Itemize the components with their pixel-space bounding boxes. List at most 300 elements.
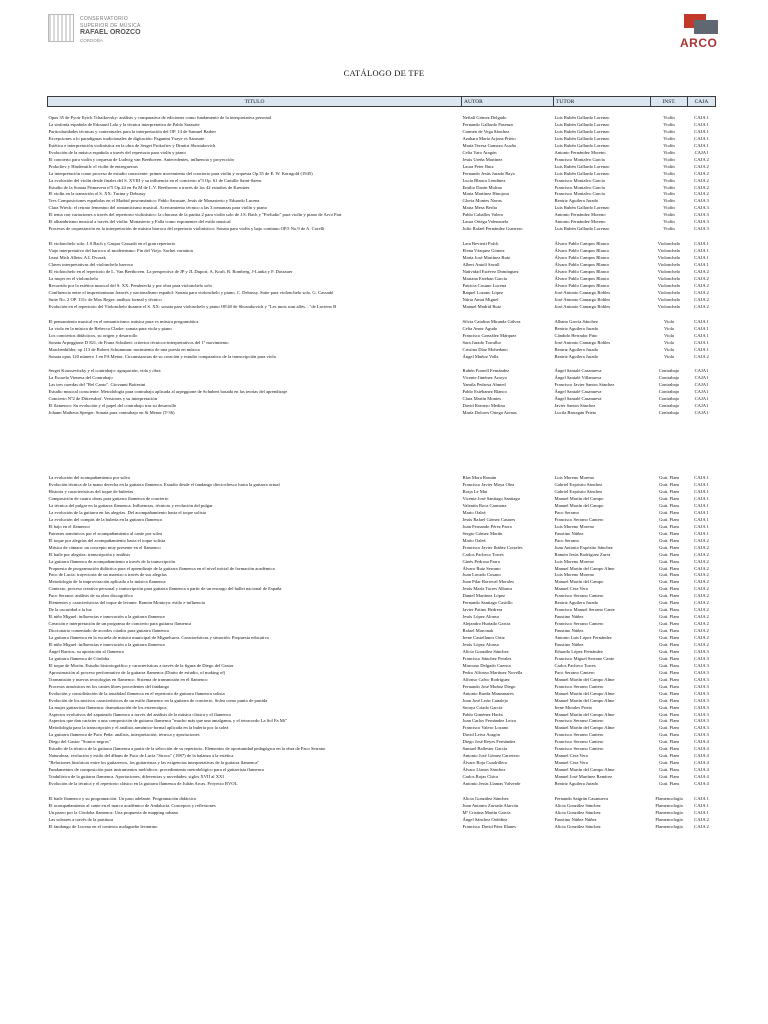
cell-instrument: Guit. Flam [659,711,679,717]
cell-author: Rubén Fornell Fernández [462,368,510,374]
table-row [48,810,716,817]
cell-box: CAJA 1 [694,346,709,352]
column-header-box: CAJA [688,97,716,107]
cell-title: Evolución de la técnica y el repertorio clásico en la guitarra flamenca de Julián Arcas. Proyecto BVOL [48,781,238,787]
cell-title: Estudio musical consciente. Metodología para contrabajo aplicada al arpeggione de Schubert basada en las teorías del aprendizaje [48,389,288,395]
cell-tutor: Eduardo López Fernández [554,648,603,654]
cell-box: CAJA 3 [694,226,709,232]
cell-title: Paco de Lucía: trayectoria de un maestro a través de sus alegrías [48,572,167,578]
cell-box: CAJA 2 [694,184,709,190]
cell-title: La Escuela Vienesa del Contrabajo [48,375,113,381]
cell-tutor: Álvaro Pablo Campos Blanco [554,282,610,288]
cell-author: Fernando José Muñoz Diego [462,683,516,689]
cell-tutor: Luis Rubén Gallardo Lorenzo [554,115,610,120]
cell-author: Javier Patino Hedrera [462,607,503,613]
cell-box: CAJA 2 [694,823,709,829]
cell-author: María José Martínez Ruiz [462,255,511,261]
cell-box: CAJA 1 [694,495,709,501]
cell-tutor: Luis Rubén Gallardo Lorenzo [554,142,610,148]
cell-instrument: Guit. Flam [659,655,679,661]
table-row [48,559,716,566]
cell-instrument: Guit. Flam [659,621,679,627]
cell-author: Marta Martínez Hinojosa [462,191,509,197]
cell-instrument: Guit. Flam [659,704,679,710]
cell-box: CAJA 3 [694,662,709,668]
cell-instrument: Contrabajo [658,368,680,374]
cell-author: Álvaro Llanos Sánchez [462,767,506,773]
cell-tutor: Luis Rubén Gallardo Lorenzo [554,121,610,127]
cell-author: Alfonso Calvo Rodríguez [462,676,510,682]
group-spacer [48,417,716,475]
cell-tutor: Manuel Martín del Campo [554,502,604,508]
table-row [48,297,716,304]
cell-author: Patricia Cosano Lucena [462,282,507,288]
cell-box: CAJA 1 [694,809,709,815]
cell-instrument: Guit. Flam [659,516,679,522]
group-spacer-cell [48,360,716,368]
cell-instrument: Guit. Flam [659,753,679,759]
cell-tutor: Gabriel Expósito Sánchez [554,482,603,488]
cell-title: Recorrido por la estética musical del S. XX: Penderecki y por obra para violonchelo solo [48,282,212,288]
cell-tutor: Ángel Santalé Casanueva [554,389,602,395]
cell-tutor: Manuel Martín del Campo Alme [554,725,615,731]
table-row [48,628,716,635]
table-row [48,691,716,698]
cell-box: CAJA 2 [694,565,709,571]
cell-tutor: Manuel Martín del Campo Alme [554,697,615,703]
table-row [48,410,716,417]
cell-box: CAJA 3 [694,219,709,225]
cell-tutor: Álvaro Pablo Campos Blanco [554,269,610,275]
cell-instrument: Violín [663,177,675,183]
cell-title: El alhambrismo musical a través del violín: Monasterio y Falla como exponentes del estilo musical [48,219,231,225]
cell-instrument: Violín [663,226,675,232]
cell-title: Historia y características del toque de bulerías [48,489,134,495]
cell-box: CAJA 1 [694,135,709,141]
table-row [48,739,716,746]
cell-title: El fandango de Lucena en el contexto malagueño levantino [48,823,158,829]
cell-author: Alicia González Sánchez [462,796,509,802]
cell-box: CAJA 2 [694,275,709,281]
cell-tutor: Paco Serrano [554,509,579,515]
cell-title: Creación e interpretación de un programa de concierto para guitarra flamenca [48,621,192,627]
table-row [48,746,716,753]
cell-instrument: Guit. Flam [659,544,679,550]
cell-author: Elena Vázquez Gómez [462,248,505,254]
cell-title: Un paseo por la Córdoba flamenca: Una propuesta de mapping urbano [48,809,179,815]
cell-box: CAJA 3 [694,718,709,724]
cell-tutor: Faustino Núñez [554,628,584,634]
cell-box: CAJA 2 [694,551,709,557]
cell-instrument: Violín [663,184,675,190]
cell-author: Samuel Ballester García [462,746,508,752]
cell-instrument: Flamencología [655,809,683,815]
cell-author: Pedro Alfonso Martínez Novella [462,669,523,675]
cell-box: CAJA 2 [694,635,709,641]
table-row [48,198,716,205]
cell-title: Least Mich Allein. A.L Dvorak [48,255,106,261]
arco-logo-grey-block-icon [694,20,718,34]
cell-title: El niño Miguel: influencias e innovación a la guitarra flamenca [48,642,165,647]
table-row [48,517,716,524]
cell-tutor: Lucila Barragán Prieto [554,410,597,416]
cell-tutor: Antonio Luis López Fernández [554,635,612,641]
cell-author: Juan José León Canalejo [462,697,509,703]
cell-title: La evolución de la guitarra en las alegrías. Del acompañamiento hasta el toque solista [48,509,206,515]
cell-title: El violín en la transición al S. XX: Turina y Debussy [48,191,146,197]
cell-author: Lucía Blanco Lendínez [462,177,506,183]
cell-title: Fundamentos de composición para instrumentos melódicos: procedimiento metodológico para el guitarrista flamenco [48,767,265,773]
table-row [48,368,716,375]
cell-title: Estudio de la técnica de la guitarra flamenca a partir de la selección de su repertorio. Elementos de oportunidad pedagógica en la obra de Paco Serrano [48,746,326,752]
cell-instrument: Guit. Flam [659,475,679,481]
cell-instrument: Violonchelo [657,303,681,309]
cell-instrument: Guit. Flam [659,502,679,508]
cell-title: Las tres cuerdas del "Bel Canto". Giovanni Bottesini [48,382,146,388]
cell-instrument: Viola [664,325,674,331]
cell-box: CAJA 3 [694,725,709,731]
cell-title: Aspectos que dan carácter a una composición de guitarra flamenca "mucho más que una amalgama, y el tetracordo La Sol Fa Mi" [48,718,287,724]
cell-title: El niño Miguel: influencias e innovación a la guitarra flamenca [48,614,165,620]
cell-instrument: Violín [663,128,675,134]
cell-box: CAJA 2 [694,816,709,822]
cell-instrument: Viola [664,332,674,338]
cell-box: CAJA 3 [694,212,709,218]
cell-tutor: Francisco Montalvo García [554,184,605,190]
cell-author: Juan Lavado Cosano [462,572,501,578]
cell-tutor: Juan Antonio Expósito Sánchez [554,544,613,550]
cell-box: CAJA 2 [694,163,709,169]
cell-instrument: Violonchelo [657,241,681,247]
cell-box: CAJA 1 [694,121,709,127]
cell-instrument: Guit. Flam [659,767,679,773]
group-spacer [48,107,716,116]
cell-title: Aproximación al proceso performativo de la guitarra flamenca (Diario de estudio, of making of) [48,669,226,675]
table-row [48,684,716,691]
cell-author: Diego José Reyes Fernández [462,739,516,745]
cell-box: CAJA 3 [694,697,709,703]
column-header-instrument: INST. [651,97,688,107]
cell-box: CAJA1 [694,368,709,374]
cell-title: El flamenco: Su evolución y el papel del contrabajo tras su desarrollo [48,403,177,409]
cell-instrument: Violín [663,212,675,218]
conservatory-logo [48,14,168,44]
table-row [48,340,716,347]
cell-instrument: Guit. Flam [659,676,679,682]
column-header-tutor: TUTOR [554,97,651,107]
cell-tutor: Francisco Serrano Cantero [554,732,604,738]
group-spacer [48,233,716,241]
cell-tutor: Alicia González Sánchez [554,809,601,815]
cell-tutor: Beatriz Aguilera Jurado [554,353,599,359]
table-row [48,579,716,586]
table-row [48,333,716,340]
cell-title: Tradulórica de la guitarra flamenca. Aportaciones, diferencias y novedades: siglos XVII al XXI [48,774,224,780]
cell-title: El concierto para violín y orquesta de Ludwig van Beethoven. Antecedentes, influencia y proyección [48,156,234,162]
cell-tutor: Alicia González Sánchez [554,802,601,808]
group-spacer-cell [48,788,716,796]
cell-instrument: Guit. Flam [659,614,679,620]
table-row [48,524,716,531]
cell-tutor: Luis Rubén Gallardo Lorenzo [554,170,610,176]
cell-box: CAJA 1 [694,241,709,247]
table-row [48,705,716,712]
cell-title: Suite No. 2 OP. 131c de Max Reger: análisis formal y técnico [48,296,162,302]
table-row [48,396,716,403]
table-row [48,725,716,732]
cell-instrument: Contrabajo [658,375,680,381]
cell-author: Vicente José Santiago Santiago [462,495,521,501]
cell-title: El violonchelo en el repertorio de L. Van Beethoven. La perspectiva de JP y JL Duport, A. Kraft, B. Romberg, J-Lanka y F. Dotzauer [48,269,293,275]
cell-title: Metodología para la transcripción y el análisis armónico-formal aplicada en la bulería por la soleá [48,725,229,731]
cell-author: Celia Varo Aragón [462,149,497,155]
cell-title: Confluencia entre el impresionismo francés y nacionalismo español: Sonata para violonchelo y piano, C. Debussy. Suite para violonchelo solo, G. Cassadó [48,289,334,295]
cell-tutor: Francisco Serrano Cantero [554,718,604,724]
cell-author: Carlos Pacheco Torres [462,551,504,557]
table-row [48,276,716,283]
table-row [48,586,716,593]
cell-title: La sinfonía española de Edouard Lalo y la técnica interpretativa de Pablo Sarasate [48,121,200,127]
cell-instrument: Guit. Flam [659,565,679,571]
cell-instrument: Flamencología [655,796,683,802]
cell-tutor: Francisco Montalvo García [554,156,605,162]
cell-author: Mario Oaleá [462,509,486,515]
cell-author: Laura Peter Ruiz [462,163,494,169]
cell-box: CAJA 1 [694,530,709,536]
cell-instrument: Guit. Flam [659,572,679,578]
cell-author: Fernando Jesús Jurado Rayo [462,170,515,176]
cell-instrument: Contrabajo [658,389,680,395]
cell-box: CAJA 2 [694,642,709,647]
cell-author: Albert Antolí Savall [462,262,500,268]
cell-box: CAJA 1 [694,802,709,808]
cell-author: Cristina Díaz Mohedano [462,346,508,352]
cell-title: Opus 35 de Pyotr Ilyich Tchaikovsky: análisis y comparativa de ediciones como fundamento de la interpretativa personal [48,115,272,120]
cell-tutor: Álvaro Pablo Campos Blanco [554,255,610,261]
cell-instrument: Violonchelo [657,289,681,295]
cell-author: Raquel Lozano López [462,289,504,295]
cell-author: Alicia González Sánchez [462,648,509,654]
cell-box: CAJA1 [694,389,709,395]
group-spacer [48,788,716,796]
cell-author: Fernando Santiago Castillo [462,600,513,606]
cell-author: Azahara María Arjona Prieto [462,135,516,141]
cell-author: Yamila Pedrosa Ahmed [462,382,506,388]
table-row [48,262,716,269]
cell-title: Propuesta de programación didáctica para el aprendizaje de la guitarra flamenca en el nivel inicial de formación académica [48,565,275,571]
cell-title: Naturaleza, evolución y estilo del álbum de Paco de Lucía "Siroco" (1987) de la balanza a la estética [48,753,234,759]
cell-title: El violonchelo solo: J.S Bach y Gaspar Cassadó en el gran repertorio [48,241,176,247]
cell-tutor: Luis Rubén Gallardo Lorenzo [554,163,610,169]
cell-title: Diego del Gastor "Sonios negros" [48,739,111,745]
cell-author: Francisco Javier Moya Olea [462,482,515,488]
cell-title: La evolución del violín desde finales del S. XVIII y su influencia en el concierto nº3 Op. 61 de Camille Saint-Saens [48,177,262,183]
cell-tutor: Francisco Serrano Cantero [554,746,604,752]
cell-box: CAJA 2 [694,191,709,197]
cell-instrument: Violín [663,170,675,176]
table-row [48,712,716,719]
cell-author: Laura Ortega Valenzuela [462,219,509,225]
cell-title: El toque por alegrías del acompañamiento hasta el toque solista [48,537,166,543]
cell-instrument: Guit. Flam [659,489,679,495]
cell-author: María Dolores Ortega Arenas [462,410,517,416]
cell-tutor: Beatriz Aguilera Jurado [554,325,599,331]
cell-title: Tres Composiciones españolas en el Madrid posromántico: Pablo Sarasate, Jesús de Monasterio y Eduardo Lucena [48,198,260,204]
cell-title: Evolución y consolidación de la tonalidad flamenca en el repertorio de guitarra flamenca solista [48,690,225,696]
table-row [48,781,716,788]
cell-tutor: Luis Moreno Moreno [554,523,595,529]
logo-line-4: CÓRDOBA [80,38,103,43]
cell-box: CAJA 4 [694,739,709,745]
cell-instrument: Guit. Flam [659,509,679,515]
cell-tutor: Beatriz Aguilera Jurado [554,600,599,606]
group-spacer-cell [48,417,716,475]
cell-title: La mujer guitarrista flamenca: dramatización de los estereotipos [48,704,167,710]
cell-author: Vicente Jiménez Arroyo [462,375,507,381]
cell-title: El acompañamiento al cante en el marco académico de Andalucía. Conceptos y reflexiones [48,802,216,808]
cell-tutor: Francisco Montalvo García [554,177,605,183]
cell-box: CAJA 2 [694,586,709,592]
cell-tutor: Francisco Javier Santos Sánchez [554,382,615,388]
logo-line-3: RAFAEL OROZCO [80,29,141,36]
group-spacer-cell [48,107,716,116]
table-row [48,718,716,725]
cell-box: CAJA 3 [694,676,709,682]
cell-title: Sergei Koussevitzky y el contrabajo: agrupación, vida y obra [48,368,161,374]
table-row [48,185,716,192]
cell-tutor: Gabriel Expósito Sánchez [554,489,603,495]
cell-instrument: Viola [664,346,674,352]
cell-box: CAJA 2 [694,170,709,176]
cell-instrument: Guit. Flam [659,579,679,585]
cell-author: Blas Mora Román [462,475,497,481]
cell-instrument: Guit. Flam [659,635,679,641]
cell-title: Transmisión y nuevas tecnologías en flamenco. Sistema de transmisión en el flamenco [48,676,208,682]
cell-author: Borja Le Mat [462,489,488,495]
page-title: CATÁLOGO DE TFE [343,68,425,78]
cell-author: Pablo Estébanez Blanco [462,389,507,395]
cell-author: David Romero Medina [462,403,505,409]
cell-author: Juan Pilar Borrecal Morales [462,579,514,585]
cell-author: Antonio Rueda Manzanares [462,690,514,696]
cell-tutor: Antonio Fernández Moreno [554,219,606,225]
cell-instrument: Guit. Flam [659,551,679,557]
table-row [48,635,716,642]
cell-title: Metodología de la improvisación aplicada a la música flamenca [48,579,166,585]
cell-author: Sara Jurado Torralbo [462,339,501,345]
cell-box: CAJA 2 [694,579,709,585]
cell-author: Francisco Javier Ibáñez Corrales [462,544,523,550]
cell-author: Mª Cristina Martín García [462,809,511,815]
table-row [48,347,716,354]
cell-tutor: Manuel Martín del Campo [554,579,604,585]
cell-tutor: Alicia González Sánchez [554,823,601,829]
table-row [48,212,716,219]
cell-author: Francisco González Márquez [462,332,517,338]
cell-tutor: Francisco Montalvo García [554,191,605,197]
cell-box: CAJA1 [694,149,709,155]
cell-tutor: Antonio Fernández Moreno [554,149,606,155]
cell-instrument: Guit. Flam [659,739,679,745]
cell-box: CAJA 1 [694,475,709,481]
cell-box: CAJA 2 [694,289,709,295]
cell-author: Jesús Rafael Gómez Casares [462,516,516,522]
cell-title: La interpretación como proceso de estudio consciente: primer movimiento del concierto para violín y orquesta Op.35 de E. W. Korngold (1945) [48,170,313,176]
table-row [48,164,716,171]
cell-author: Soraya Criado García [462,704,503,710]
table-row [48,732,716,739]
cell-instrument: Violín [663,219,675,225]
table-row [48,760,716,767]
cell-box: CAJA 2 [694,628,709,634]
cell-box: CAJA 1 [694,128,709,134]
cell-tutor: Francisco Miguel Serrano Cante [554,655,615,661]
cell-title: El toque de Morón. Estudio historiográfico y características a través de la figura de Diego del Gastor [48,662,234,668]
table-row [48,178,716,185]
cell-author: Álvaro Ruiz Serrano [462,565,501,571]
cell-instrument: Violín [663,135,675,141]
cell-author: Ángel Sánchez Ordóñez [462,816,508,822]
table-row [48,129,716,136]
cell-instrument: Guit. Flam [659,607,679,613]
cell-tutor: Francisco Manuel Serrano Cante [554,607,615,613]
cell-instrument: Violín [663,156,675,162]
table-row [48,796,716,803]
cell-title: La evolución del acompañamiento por solea [48,475,130,481]
cell-tutor: Manuel José Martínez Ramírez [554,774,613,780]
cell-tutor: Paco Serrano [554,537,579,543]
cell-tutor: Fernando Saigrán Casanueva [554,796,609,802]
cell-instrument: Guit. Flam [659,725,679,731]
table-row [48,219,716,226]
table-row [48,375,716,382]
table-row [48,670,716,677]
cell-author: Lara Beviertí Polch [462,241,499,247]
cell-author: Mariana Esteban García [462,275,507,281]
table-row [48,566,716,573]
table-row [48,319,716,326]
cell-instrument: Violín [663,121,675,127]
table-row [48,656,716,663]
table-row [48,496,716,503]
arco-logo-text: ARCO [680,36,718,50]
cell-instrument: Flamencología [655,816,683,822]
cell-title: El baile por alegrías: transcripción y análisis [48,551,131,557]
cell-tutor: Faustino Núñez [554,642,584,647]
cell-title: Composición de cuatro obras para guitarra flamenca de concierto [48,495,169,501]
cell-tutor: Manuel Cera Vera [554,760,588,766]
cell-box: CAJA 1 [694,318,709,324]
cell-author: Jesús María Torres Albarra [462,586,512,592]
catalog-body [48,107,716,831]
cell-title: La guitarra flamenca de Paco Peña: análisis, interpretación, técnica y aportaciones [48,732,200,738]
cell-tutor: Manuel Martín del Campo Alme [554,767,615,773]
cell-box: CAJA 2 [694,303,709,309]
cell-title: Diccionario comentado de acordes citados para guitarra flamenca [48,628,169,634]
cell-instrument: Flamencología [655,802,683,808]
cell-author: Juan Carlos Fernández Leiva [462,718,516,724]
cell-box: CAJA 2 [694,558,709,564]
table-row [48,191,716,198]
cell-author: Sergio Gómez Martín [462,530,503,536]
cell-tutor: Francisco Serrano Cantero [554,621,604,627]
cell-title: Elementos y características del toque de levante. Ramón Montoya: estilo e influencia [48,600,205,606]
cell-tutor: Luis Rubén Gallardo Lorenzo [554,205,610,211]
cell-instrument: Violín [663,149,675,155]
cell-box: CAJA 3 [694,690,709,696]
cell-author: Pablo Caballos Valero [462,212,504,218]
table-row [48,403,716,410]
